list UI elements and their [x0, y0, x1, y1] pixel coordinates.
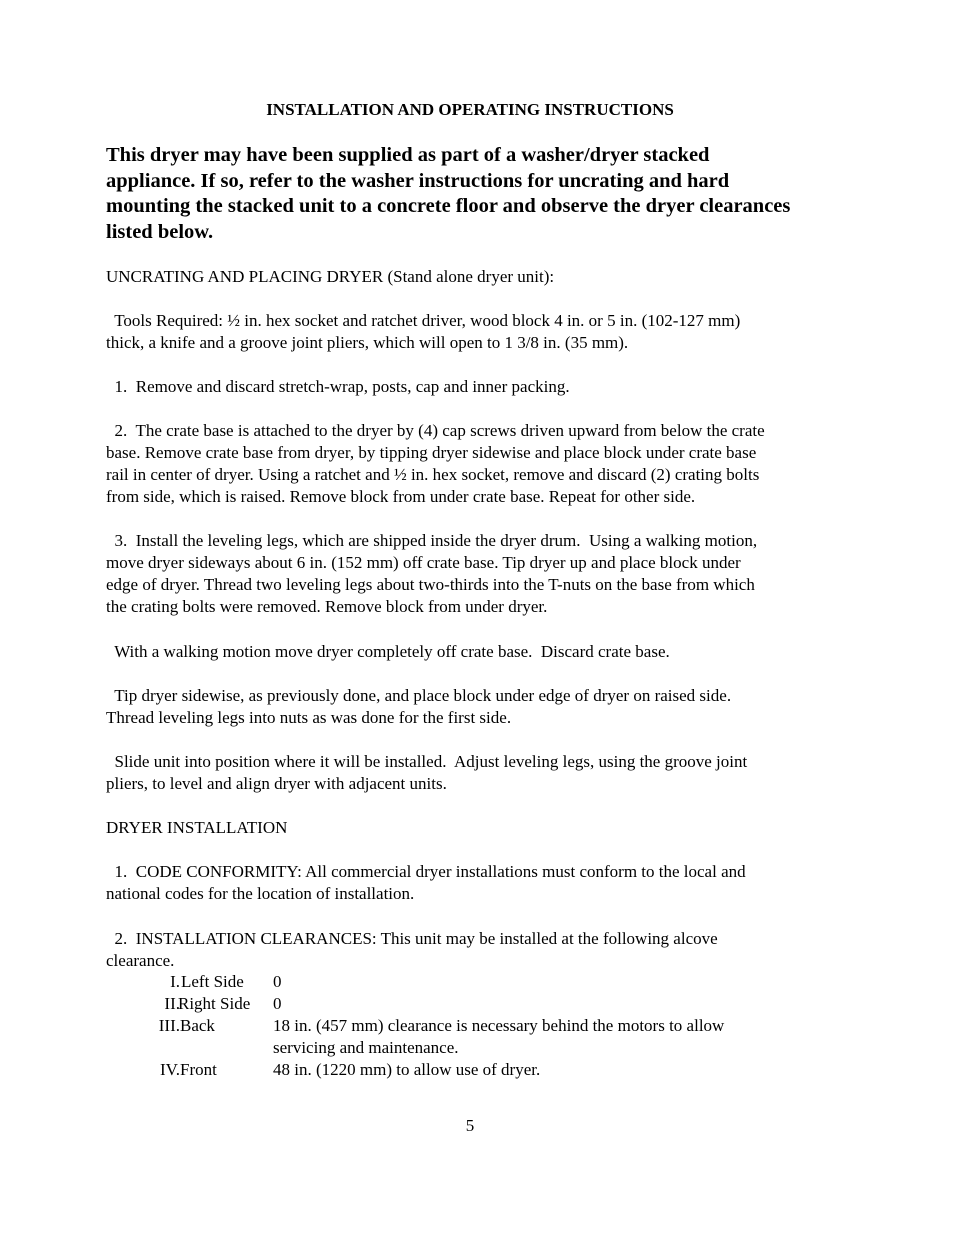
paragraph-line: Thread leveling legs into nuts as was done for the first side.	[106, 708, 512, 727]
tools-required-paragraph	[106, 310, 846, 354]
clearance-label: Front	[180, 1060, 217, 1079]
paragraph-line: Tip dryer sidewise, as previously done, and place block under edge of dryer on raised side.	[106, 686, 732, 705]
paragraph-line: national codes for the location of installation.	[106, 884, 415, 903]
paragraph-line: 1. Remove and discard stretch-wrap, posts, cap and inner packing.	[106, 377, 570, 396]
paragraph-line: 2. INSTALLATION CLEARANCES: This unit may be installed at the following alcove	[106, 929, 718, 948]
notice-line: appliance. If so, refer to the washer instructions for uncrating and hard	[106, 169, 730, 192]
clearances-list	[106, 971, 846, 1081]
installation-clearances-paragraph	[106, 928, 846, 972]
document-title: INSTALLATION AND OPERATING INSTRUCTIONS	[266, 100, 674, 119]
clearance-value: 0	[273, 972, 282, 991]
clearance-value: 18 in. (457 mm) clearance is necessary behind the motors to allow	[273, 1016, 725, 1035]
paragraph-line: 3. Install the leveling legs, which are shipped inside the dryer drum. Using a walking motion,	[106, 531, 758, 550]
clearance-row-front	[106, 1059, 846, 1081]
notice-line: listed below.	[106, 220, 214, 243]
uncrating-heading-text: UNCRATING AND PLACING DRYER (Stand alone dryer unit):	[106, 267, 555, 286]
clearance-numeral: I.	[170, 972, 180, 991]
clearance-value: 48 in. (1220 mm) to allow use of dryer.	[273, 1060, 541, 1079]
paragraph-line: move dryer sideways about 6 in. (152 mm) off crate base. Tip dryer up and place block under	[106, 553, 741, 572]
paragraph-line: base. Remove crate base from dryer, by tipping dryer sidewise and place block under crate base	[106, 443, 757, 462]
step-2-paragraph	[106, 420, 846, 508]
clearance-row-left-side	[106, 971, 846, 993]
stacked-appliance-notice	[106, 143, 841, 245]
clearance-value-continued: servicing and maintenance.	[273, 1038, 459, 1057]
paragraph-line: Slide unit into position where it will be installed. Adjust leveling legs, using the groove joint	[106, 752, 748, 771]
paragraph-line: from side, which is raised. Remove block from under crate base. Repeat for other side.	[106, 487, 696, 506]
clearance-row-right-side	[106, 993, 846, 1015]
paragraph-line: rail in center of dryer. Using a ratchet and ½ in. hex socket, remove and discard (2) crating bolts	[106, 465, 760, 484]
paragraph-line: 2. The crate base is attached to the dryer by (4) cap screws driven upward from below the crate	[106, 421, 765, 440]
paragraph-line: clearance.	[106, 951, 175, 970]
walking-motion-paragraph	[106, 641, 846, 663]
clearance-numeral: IV.	[160, 1060, 180, 1079]
paragraph-line: thick, a knife and a groove joint pliers, which will open to 1 3/8 in. (35 mm).	[106, 333, 629, 352]
dryer-installation-heading	[106, 817, 846, 839]
paragraph-line: 1. CODE CONFORMITY: All commercial dryer installations must conform to the local and	[106, 862, 746, 881]
clearance-row-back	[106, 1015, 846, 1059]
uncrating-heading	[106, 266, 846, 288]
notice-line: mounting the stacked unit to a concrete floor and observe the dryer clearances	[106, 195, 791, 217]
page-number: 5	[465, 1116, 475, 1135]
slide-unit-paragraph	[106, 751, 846, 795]
paragraph-line: Tools Required: ½ in. hex socket and ratchet driver, wood block 4 in. or 5 in. (102-127 mm)	[106, 311, 741, 330]
paragraph-line: the crating bolts were removed. Remove block from under dryer.	[106, 597, 548, 616]
code-conformity-paragraph	[106, 861, 846, 905]
step-3-paragraph	[106, 530, 846, 618]
tip-dryer-paragraph	[106, 685, 846, 729]
clearance-label: Left Side	[181, 972, 244, 991]
clearance-label: Back	[180, 1016, 215, 1035]
clearance-numeral: III.	[158, 1016, 180, 1035]
paragraph-line: pliers, to level and align dryer with adjacent units.	[106, 774, 447, 793]
paragraph-line: With a walking motion move dryer completely off crate base. Discard crate base.	[106, 642, 670, 661]
clearance-label: Right Side	[178, 994, 251, 1013]
clearance-numeral: II.	[164, 994, 180, 1013]
dryer-installation-heading-text: DRYER INSTALLATION	[106, 818, 288, 837]
paragraph-line: edge of dryer. Thread two leveling legs about two-thirds into the T-nuts on the base from which	[106, 575, 755, 594]
clearance-value: 0	[273, 994, 282, 1013]
step-1-paragraph	[106, 376, 846, 398]
notice-line: This dryer may have been supplied as part of a washer/dryer stacked	[106, 144, 710, 166]
